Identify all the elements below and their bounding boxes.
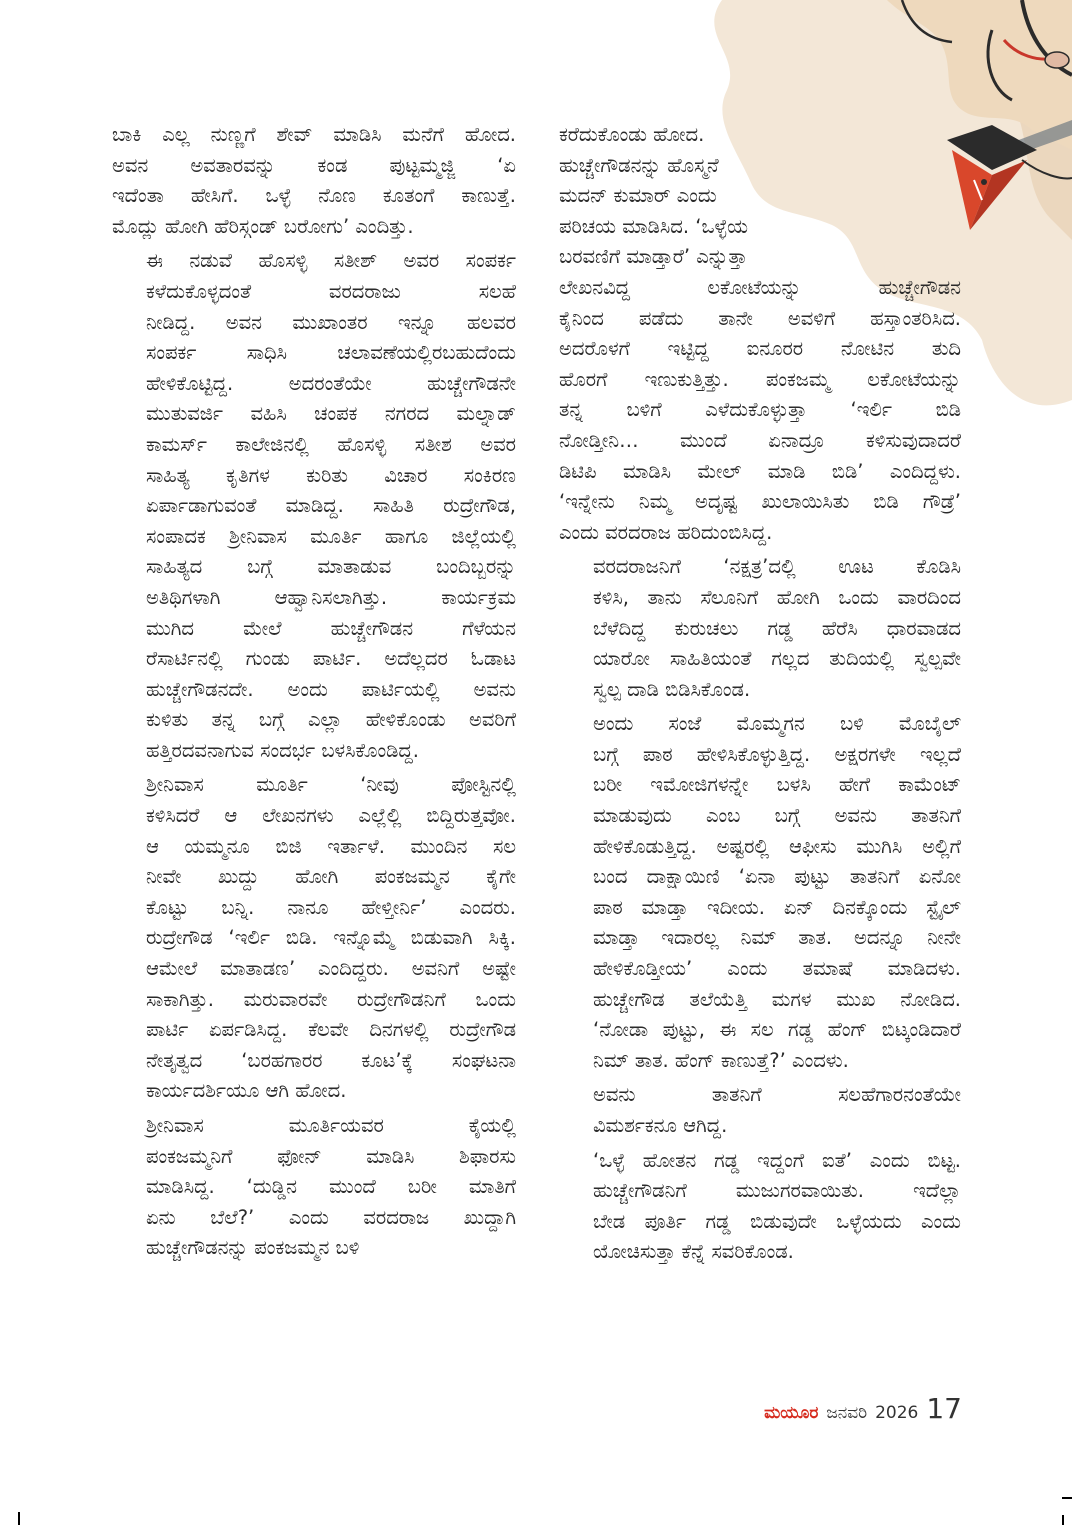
text-line: ಹುಚ್ಚೇಗೌಡನನ್ನು ಹೊಸ್ಮನೆ — [559, 153, 719, 177]
text-line: ಕರೆದುಕೊಂಡು ಹೋದ. — [559, 123, 705, 146]
text-line: ಮೊದ್ಲು ಹೋಗಿ ಹೆರಿಸ್ಗಂಡ್ ಬರೋಗು’ ಎಂದಿತ್ತು. — [112, 214, 414, 238]
text-line: ಪಂಕಜಮ್ಮನಿಗೆ ಫೋನ್ ಮಾಡಿಸಿ ಶಿಫಾರಸು — [146, 1144, 516, 1168]
text-line: ಹುಚ್ಚೇಗೌಡನದೇ. ಅಂದು ಪಾರ್ಟಿಯಲ್ಲಿ ಅವನು — [146, 677, 516, 701]
text-line: ಮಾಡ್ತಾ ಇದಾರಲ್ಲ ನಿಮ್ ತಾತ. ಅದನ್ನೂ ನೀನೇ — [593, 926, 961, 950]
text-line: ಪಾಠ ಮಾಡ್ತಾ ಇದೀಯ. ಏನ್ ದಿನಕ್ಕೊಂದು ಸ್ಟೈಲ್ — [593, 895, 961, 919]
text-line: ಹುಚ್ಚೇಗೌಡನಿಗೆ ಮುಜುಗರವಾಯಿತು. ಇದೆಲ್ಲಾ — [593, 1179, 961, 1203]
text-line: ಕೊಟ್ಟು ಬನ್ನಿ. ನಾನೂ ಹೇಳ್ತೀರ್ನಿ’ ಎಂದರು. — [146, 895, 516, 919]
left-text-column — [112, 120, 516, 1264]
text-line: ಪರಿಚಯ ಮಾಡಿಸಿದ. ‘ಒಳ್ಳೆಯ — [559, 214, 749, 238]
text-line: ನೋಡ್ತೀನಿ… ಮುಂದೆ ಏನಾದ್ರೂ ಕಳಿಸುವುದಾದರೆ — [559, 428, 961, 452]
text-line: ನೀವೇ ಖುದ್ದು ಹೋಗಿ ಪಂಕಜಮ್ಮನ ಕೈಗೇ — [146, 865, 516, 889]
text-line: ‘ಒಳ್ಳೆ ಹೋತನ ಗಡ್ಡ ಇದ್ದಂಗೆ ಐತೆ’ ಎಂದು ಬಿಟ್ಟ. — [593, 1148, 961, 1172]
text-line: ಬಗ್ಗೆ ಪಾಠ ಹೇಳಿಸಿಕೊಳ್ಳುತ್ತಿದ್ದ. ಅಕ್ಷರಗಳೇ ಇಲ್ಲದೆ — [593, 742, 961, 766]
text-line: ಕಳೆದುಕೊಳ್ಳದಂತೆ ವರದರಾಜು ಸಲಹೆ — [146, 279, 516, 303]
text-line: ಅಂದು ಸಂಜೆ ಮೊಮ್ಮಗನ ಬಳಿ ಮೊಬೈಲ್ — [593, 712, 961, 736]
crop-mark — [1062, 1515, 1064, 1525]
paragraph — [559, 151, 961, 182]
paragraph — [559, 709, 961, 1076]
paragraph — [559, 552, 961, 705]
text-line: ಕಾರ್ಯದರ್ಶಿಯೂ ಆಗಿ ಹೋದ. — [146, 1079, 347, 1103]
paragraph — [559, 1146, 961, 1268]
text-line: ಹತ್ತಿರದವನಾಗುವ ಸಂದರ್ಭ ಬಳಸಿಕೊಂಡಿದ್ದ. — [146, 738, 419, 762]
text-line: ಸಾಕಾಗಿತ್ತು. ಮರುವಾರವೇ ರುದ್ರೇಗೌಡನಿಗೆ ಒಂದು — [146, 987, 516, 1011]
text-line: ಮಾಡುವುದು ಎಂಬ ಬಗ್ಗೆ ಅವನು ತಾತನಿಗೆ — [593, 804, 961, 828]
text-line: ಬಾಕಿ ಎಲ್ಲ ನುಣ್ಣಗೆ ಶೇವ್ ಮಾಡಿಸಿ ಮನೆಗೆ ಹೋದ. — [112, 123, 516, 146]
text-line: ನೀಡಿದ್ದ. ಅವನ ಮುಖಾಂತರ ಇನ್ನೂ ಹಲವರ — [146, 310, 516, 334]
paragraph — [559, 1080, 961, 1141]
text-line: ನಿಮ್ ತಾತ. ಹೆಂಗ್ ಕಾಣುತ್ತೆ?’ ಎಂದಳು. — [593, 1048, 849, 1072]
paragraph — [559, 120, 961, 151]
paragraph — [559, 212, 961, 243]
right-text-column — [559, 120, 961, 1268]
text-line: ಆಮೇಲೆ ಮಾತಾಡಣ’ ಎಂದಿದ್ದರು. ಅವನಿಗೆ ಅಷ್ಟೇ — [146, 957, 516, 981]
text-line: ಯಾರೋ ಸಾಹಿತಿಯಂತೆ ಗಲ್ಲದ ತುದಿಯಲ್ಲಿ ಸ್ವಲ್ಪವೇ — [593, 647, 961, 671]
text-line: ಕಾಮರ್ಸ್ ಕಾಲೇಜಿನಲ್ಲಿ ಹೊಸಳ್ಳಿ ಸತೀಶ ಅವರ — [146, 432, 516, 456]
text-line: ಬಂದ ದಾಕ್ಷಾಯಿಣಿ ‘ಏನಾ ಪುಟ್ಟು ತಾತನಿಗೆ ಏನೋ — [593, 865, 961, 889]
text-line: ಸ್ವಲ್ಪ ದಾಡಿ ಬಿಡಿಸಿಕೊಂಡ. — [593, 677, 751, 701]
text-line: ‘ನೋಡಾ ಪುಟ್ಟು, ಈ ಸಲ ಗಡ್ಡ ಹೆಂಗ್ ಬಿಟ್ಕಂಡಿದಾರೆ — [593, 1018, 961, 1042]
text-line: ಮುತುವರ್ಜಿ ವಹಿಸಿ ಚಂಪಕ ನಗರದ ಮಲ್ನಾಡ್ — [146, 402, 516, 426]
text-line: ರೆಸಾರ್ಟಿನಲ್ಲಿ ಗುಂಡು ಪಾರ್ಟಿ. ಅದೆಲ್ಲದರ ಓಡಾಟ — [146, 647, 516, 671]
text-line: ಲೇಖನವಿದ್ದ ಲಕೋಟೆಯನ್ನು ಹುಚ್ಚೇಗೌಡನ — [559, 275, 961, 299]
text-line: ತನ್ನ ಬಳಿಗೆ ಎಳೆದುಕೊಳ್ಳುತ್ತಾ ‘ಇರ್ಲಿ ಬಿಡಿ — [559, 398, 961, 422]
text-line: ಏರ್ಪಾಡಾಗುವಂತೆ ಮಾಡಿದ್ದ. ಸಾಹಿತಿ ರುದ್ರೇಗೌಡ, — [146, 494, 516, 518]
text-line: ಹೊರಗೆ ಇಣುಕುತ್ತಿತ್ತು. ಪಂಕಜಮ್ಮ ಲಕೋಟೆಯನ್ನು — [559, 367, 961, 391]
paragraph — [559, 242, 961, 273]
text-line: ಮದನ್ ಕುಮಾರ್ ಎಂದು — [559, 184, 717, 208]
text-line: ಕಳಿಸಿ, ತಾನು ಸೆಲೂನಿಗೆ ಹೋಗಿ ಒಂದು ವಾರದಿಂದ — [593, 585, 961, 609]
paragraph — [559, 273, 961, 548]
text-line: ರುದ್ರೇಗೌಡ ‘ಇರ್ಲಿ ಬಿಡಿ. ಇನ್ನೊಮ್ಮೆ ಬಿಡುವಾಗಿ ಸಿಕ್ಕಿ. — [146, 926, 516, 950]
issue-month: ಜನವರಿ — [826, 1403, 868, 1423]
text-line: ಹುಚ್ಚೇಗೌಡ ತಲೆಯೆತ್ತಿ ಮಗಳ ಮುಖ ನೋಡಿದ. — [593, 987, 961, 1011]
text-line: ಈ ನಡುವೆ ಹೊಸಳ್ಳಿ ಸತೀಶ್ ಅವರ ಸಂಪರ್ಕ — [146, 249, 516, 273]
text-line: ಶ್ರೀನಿವಾಸ ಮೂರ್ತಿಯವರ ಕೈಯಲ್ಲಿ — [146, 1114, 516, 1137]
text-line: ಸಂಪರ್ಕ ಸಾಧಿಸಿ ಚಲಾವಣೆಯಲ್ಲಿರಬಹುದೆಂದು — [146, 341, 516, 365]
text-line: ಕುಳಿತು ತನ್ನ ಬಗ್ಗೆ ಎಲ್ಲಾ ಹೇಳಿಕೊಂಡು ಅವರಿಗೆ — [146, 708, 516, 732]
text-line: ಸಾಹಿತ್ಯ ಕೃತಿಗಳ ಕುರಿತು ವಿಚಾರ ಸಂಕಿರಣ — [146, 463, 516, 487]
paragraph — [112, 1111, 516, 1264]
text-line: ಅತಿಥಿಗಳಾಗಿ ಆಹ್ವಾನಿಸಲಾಗಿತ್ತು. ಕಾರ್ಯಕ್ರಮ — [146, 585, 516, 609]
text-line: ಅದರೊಳಗೆ ಇಟ್ಟಿದ್ದ ಐನೂರರ ನೋಟಿನ ತುದಿ — [559, 337, 961, 361]
text-line: ಬೇಡ ಪೂರ್ತಿ ಗಡ್ಡ ಬಿಡುವುದೇ ಒಳ್ಳೆಯದು ಎಂದು — [593, 1209, 961, 1233]
crop-mark — [18, 1512, 20, 1525]
paragraph — [112, 770, 516, 1107]
text-line: ಸಂಪಾದಕ ಶ್ರೀನಿವಾಸ ಮೂರ್ತಿ ಹಾಗೂ ಜಿಲ್ಲೆಯಲ್ಲಿ — [146, 524, 516, 548]
text-line: ಸಾಹಿತ್ಯದ ಬಗ್ಗೆ ಮಾತಾಡುವ ಬಂದಿಬ್ಬರನ್ನು — [146, 555, 516, 579]
page-footer — [764, 1392, 962, 1425]
text-line: ಏನು ಬೆಲೆ?’ ಎಂದು ವರದರಾಜ ಖುದ್ದಾಗಿ — [146, 1205, 516, 1229]
text-line: ‘ಇನ್ನೇನು ನಿಮ್ಮ ಅದೃಷ್ಟ ಖುಲಾಯಿಸಿತು ಬಿಡಿ ಗೌಡ್ರೆ’ — [559, 490, 961, 514]
magazine-logo: ಮಯೂರ — [764, 1403, 819, 1423]
text-line: ಪಾರ್ಟಿ ಏರ್ಪಡಿಸಿದ್ದ. ಕೆಲವೇ ದಿನಗಳಲ್ಲಿ ರುದ್ರೇಗೌಡ — [146, 1018, 516, 1042]
text-line: ಯೋಚಿಸುತ್ತಾ ಕೆನ್ನೆ ಸವರಿಕೊಂಡ. — [593, 1240, 794, 1264]
page-number: 17 — [926, 1392, 962, 1425]
crop-mark — [1062, 1497, 1072, 1499]
text-line: ಹೇಳಿಕೊಟ್ಟಿದ್ದ. ಅದರಂತೆಯೇ ಹುಚ್ಚೇಗೌಡನೇ — [146, 371, 516, 395]
text-line: ಬರೀ ಇಮೋಜಿಗಳನ್ನೇ ಬಳಸಿ ಹೇಗೆ ಕಾಮೆಂಟ್ — [593, 773, 961, 797]
text-line: ಕೈನಿಂದ ಪಡೆದು ತಾನೇ ಅವಳಿಗೆ ಹಸ್ತಾಂತರಿಸಿದ. — [559, 306, 961, 330]
issue-year: 2026 — [875, 1403, 919, 1423]
text-line: ಹುಚ್ಚೇಗೌಡನನ್ನು ಪಂಕಜಮ್ಮನ ಬಳಿ — [146, 1236, 360, 1260]
text-line: ಎಂದು ವರದರಾಜ ಹರಿದುಂಬಿಸಿದ್ದ. — [559, 520, 773, 544]
text-line: ಮಾಡಿಸಿದ್ದ. ‘ದುಡ್ಡಿನ ಮುಂದೆ ಬರೀ ಮಾತಿಗೆ — [146, 1175, 516, 1199]
text-line: ಡಿಟಿಪಿ ಮಾಡಿಸಿ ಮೇಲ್ ಮಾಡಿ ಬಿಡಿ’ ಎಂದಿದ್ದಳು. — [559, 459, 961, 483]
text-line: ಹೇಳಿಕೊಡುತ್ತಿದ್ದ. ಅಷ್ಟರಲ್ಲಿ ಆಫೀಸು ಮುಗಿಸಿ ಅಲ್ಲಿಗೆ — [593, 834, 961, 858]
text-line: ಅವನು ತಾತನಿಗೆ ಸಲಹೆಗಾರನಂತೆಯೇ — [593, 1083, 961, 1107]
paragraph — [559, 181, 961, 212]
text-line: ಆ ಯಮ್ಮನೂ ಬಿಜಿ ಇರ್ತಾಳೆ. ಮುಂದಿನ ಸಲ — [146, 834, 516, 858]
text-line: ವರದರಾಜನಿಗೆ ‘ನಕ್ಷತ್ರ’ದಲ್ಲಿ ಊಟ ಕೊಡಿಸಿ — [593, 555, 961, 579]
paragraph — [112, 120, 516, 242]
paragraph — [112, 246, 516, 766]
text-line: ಇದೆಂತಾ ಹೇಸಿಗೆ. ಒಳ್ಳೆ ನೊಣ ಕೂತಂಗೆ ಕಾಣುತ್ತೆ. — [112, 184, 516, 208]
text-line: ಕಳಿಸಿದರೆ ಆ ಲೇಖನಗಳು ಎಲ್ಲೆಲ್ಲಿ ಬಿದ್ದಿರುತ್ತವೋ. — [146, 804, 516, 828]
text-line: ಮುಗಿದ ಮೇಲೆ ಹುಚ್ಚೇಗೌಡನ ಗೆಳೆಯನ — [146, 616, 516, 640]
text-line: ಹೇಳಿಕೊಡ್ತೀಯ’ ಎಂದು ತಮಾಷೆ ಮಾಡಿದಳು. — [593, 957, 961, 981]
text-line: ವಿಮರ್ಶಕನೂ ಆಗಿದ್ದ. — [593, 1114, 728, 1137]
text-line: ಅವನ ಅವತಾರವನ್ನು ಕಂಡ ಪುಟ್ಟಮ್ಮಜ್ಜಿ ‘ಏ — [112, 153, 516, 177]
text-line: ಬರವಣಿಗೆ ಮಾಡ್ತಾರೆ’ ಎನ್ನುತ್ತಾ — [559, 245, 748, 269]
text-line: ಶ್ರೀನಿವಾಸ ಮೂರ್ತಿ ‘ನೀವು ಪೋಸ್ಟಿನಲ್ಲಿ — [146, 773, 516, 797]
text-line: ನೇತೃತ್ವದ ‘ಬರಹಗಾರರ ಕೂಟ’ಕ್ಕೆ ಸಂಘಟನಾ — [146, 1048, 516, 1072]
text-line: ಬೆಳೆದಿದ್ದ ಕುರುಚಲು ಗಡ್ಡ ಹೆರೆಸಿ ಧಾರವಾಡದ — [593, 616, 961, 640]
